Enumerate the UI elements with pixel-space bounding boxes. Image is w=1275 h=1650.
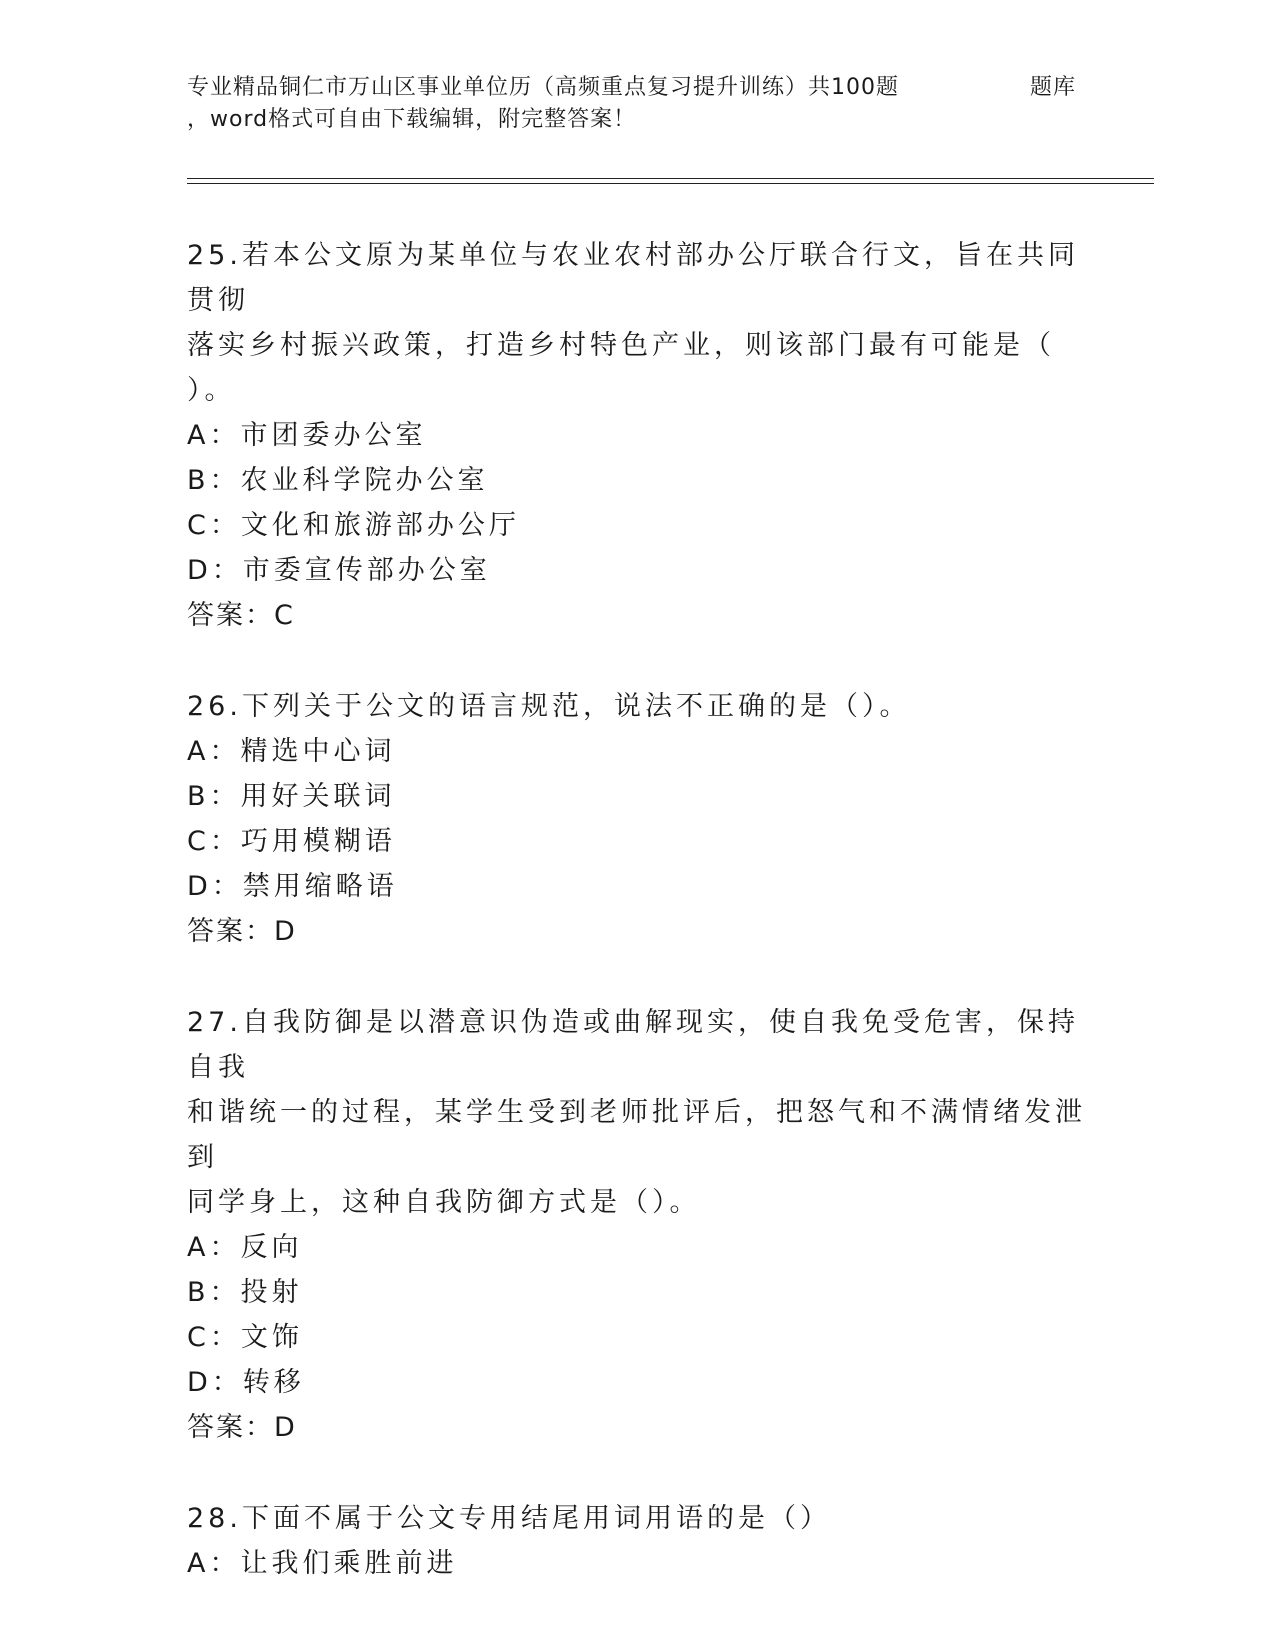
header-divider-top (187, 178, 1154, 179)
option-c: C：巧用模糊语 (187, 826, 396, 857)
header-tag: 题库 (1030, 75, 1077, 100)
option-c: C：文化和旅游部办公厅 (187, 510, 520, 541)
option-a: A：反向 (187, 1232, 303, 1263)
header-line-1 (187, 72, 1147, 104)
question-stem-line: 落实乡村振兴政策，打造乡村特色产业，则该部门最有可能是（ (187, 330, 1055, 361)
question-stem-line: 同学身上，这种自我防御方式是（）。 (187, 1187, 701, 1218)
question-stem-line: ）。 (187, 375, 236, 406)
header-divider-bottom (187, 183, 1154, 184)
option-c: C：文饰 (187, 1322, 303, 1353)
option-d: D：市委宣传部办公室 (187, 555, 491, 586)
answer-line: 答案：C (187, 600, 295, 631)
option-a: A：精选中心词 (187, 736, 396, 767)
question-25 (187, 233, 1087, 638)
header-title: 专业精品铜仁市万山区事业单位历（高频重点复习提升训练）共100题 (187, 75, 899, 100)
option-b: B：农业科学院办公室 (187, 465, 489, 496)
question-stem-line: 25.若本公文原为某单位与农业农村部办公厅联合行文，旨在共同贯彻 (187, 240, 1079, 316)
option-b: B：投射 (187, 1277, 303, 1308)
answer-line: 答案：D (187, 916, 297, 947)
header-subtitle: ，word格式可自由下载编辑，附完整答案！ (187, 107, 637, 132)
question-stem-line: 和谐统一的过程，某学生受到老师批评后，把怒气和不满情绪发泄到 (187, 1097, 1086, 1173)
question-26 (187, 684, 1087, 954)
option-d: D：禁用缩略语 (187, 871, 398, 902)
question-27 (187, 1000, 1087, 1450)
option-a: A：让我们乘胜前进 (187, 1548, 458, 1579)
question-stem-line: 27.自我防御是以潜意识伪造或曲解现实，使自我免受危害，保持自我 (187, 1007, 1079, 1083)
option-d: D：转移 (187, 1367, 305, 1398)
page-header (187, 72, 1147, 136)
option-b: B：用好关联词 (187, 781, 396, 812)
question-stem-line: 28.下面不属于公文专用结尾用词用语的是（） (187, 1503, 831, 1534)
question-list (187, 233, 1087, 1632)
option-a: A：市团委办公室 (187, 420, 427, 451)
answer-line: 答案：D (187, 1412, 297, 1443)
question-stem-line: 26.下列关于公文的语言规范，说法不正确的是（）。 (187, 691, 911, 722)
question-28 (187, 1496, 1087, 1586)
